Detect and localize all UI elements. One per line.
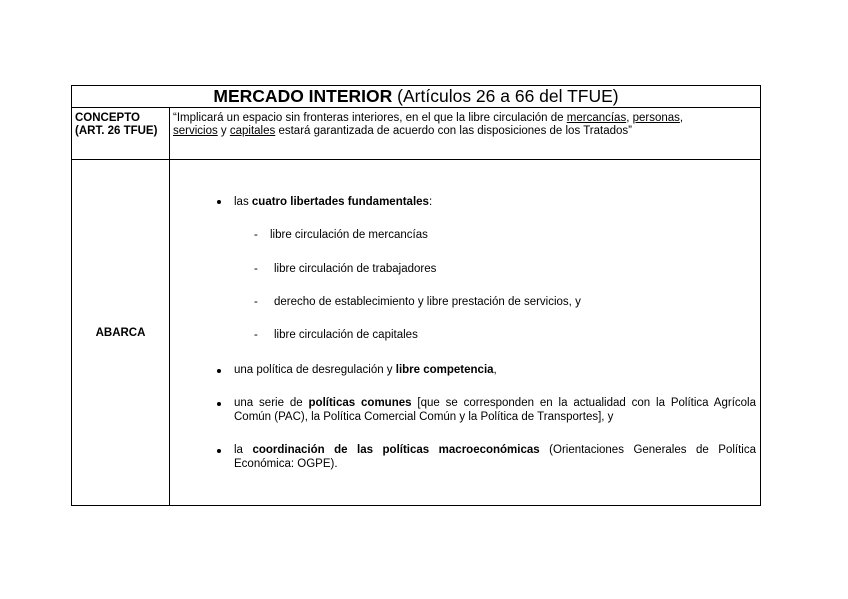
concepto-row: [72, 108, 761, 160]
concepto-text-part2: estará garantizada de acuerdo con las disposiciones de los Tratados”: [275, 125, 632, 137]
item-bold-text: políticas comunes: [308, 397, 412, 409]
dash-icon: -: [254, 296, 258, 308]
item-bold-text: coordinación de las políticas macroeconómicas: [252, 444, 540, 456]
sub-item-trabajadores: libre circulación de trabajadores: [274, 263, 437, 275]
list-item-politicas-comunes: [234, 396, 756, 424]
dash-icon: -: [254, 263, 258, 275]
concepto-label-line1: CONCEPTO: [75, 112, 140, 124]
item-text: una política de desregulación y: [234, 364, 396, 376]
abarca-content: [170, 160, 761, 506]
list-item-cuatro-libertades: [234, 195, 432, 209]
abarca-row: [72, 160, 761, 506]
table-title: [72, 86, 761, 108]
item-text: [que se corresponden en la actualidad con la Política Agrícola Común (PAC), la Política Comercial Común y la Política de Transportes], y: [234, 397, 756, 423]
dash-icon: -: [254, 329, 258, 341]
mercado-interior-table: [71, 85, 761, 506]
bullet-icon: [217, 449, 221, 453]
concepto-label-line2: (ART. 26 TFUE): [75, 125, 158, 137]
dash-icon: -: [254, 229, 258, 241]
item-text: :: [428, 196, 433, 208]
bullet-icon: [217, 200, 221, 204]
item-text: ,: [493, 364, 497, 376]
bullet-icon: [217, 369, 221, 373]
concepto-label: [72, 108, 170, 160]
sub-item-capitales: libre circulación de capitales: [274, 329, 418, 341]
separator: y: [217, 125, 230, 137]
title-bold: MERCADO INTERIOR: [213, 86, 393, 106]
title-row: [72, 86, 761, 108]
capitales-term: capitales: [229, 125, 276, 137]
item-text: (Orientaciones Generales de Política Económica: OGPE).: [234, 444, 756, 470]
title-rest: (Artículos 26 a 66 del TFUE): [392, 86, 619, 106]
item-bold-text: cuatro libertades fundamentales: [251, 196, 429, 208]
item-bold-text: libre competencia: [395, 364, 494, 376]
concepto-text-part1: “Implicará un espacio sin fronteras interiores, en el que la libre circulación de: [173, 112, 567, 124]
item-text: las: [234, 196, 252, 208]
item-text: una serie de: [234, 397, 309, 409]
mercancias-term: mercancías: [566, 112, 627, 124]
personas-term: personas: [632, 112, 680, 124]
separator: ,: [679, 112, 684, 124]
abarca-label: ABARCA: [72, 160, 170, 506]
sub-item-mercancias: libre circulación de mercancías: [270, 229, 428, 241]
list-item-coordinacion: [234, 443, 756, 471]
servicios-term: servicios: [173, 125, 218, 137]
sub-item-establecimiento: derecho de establecimiento y libre prestación de servicios, y: [274, 296, 581, 308]
list-item-libre-competencia: [234, 363, 497, 377]
concepto-definition: [170, 108, 761, 160]
separator: ,: [626, 112, 633, 124]
bullet-icon: [217, 402, 221, 406]
item-text: la: [234, 444, 253, 456]
